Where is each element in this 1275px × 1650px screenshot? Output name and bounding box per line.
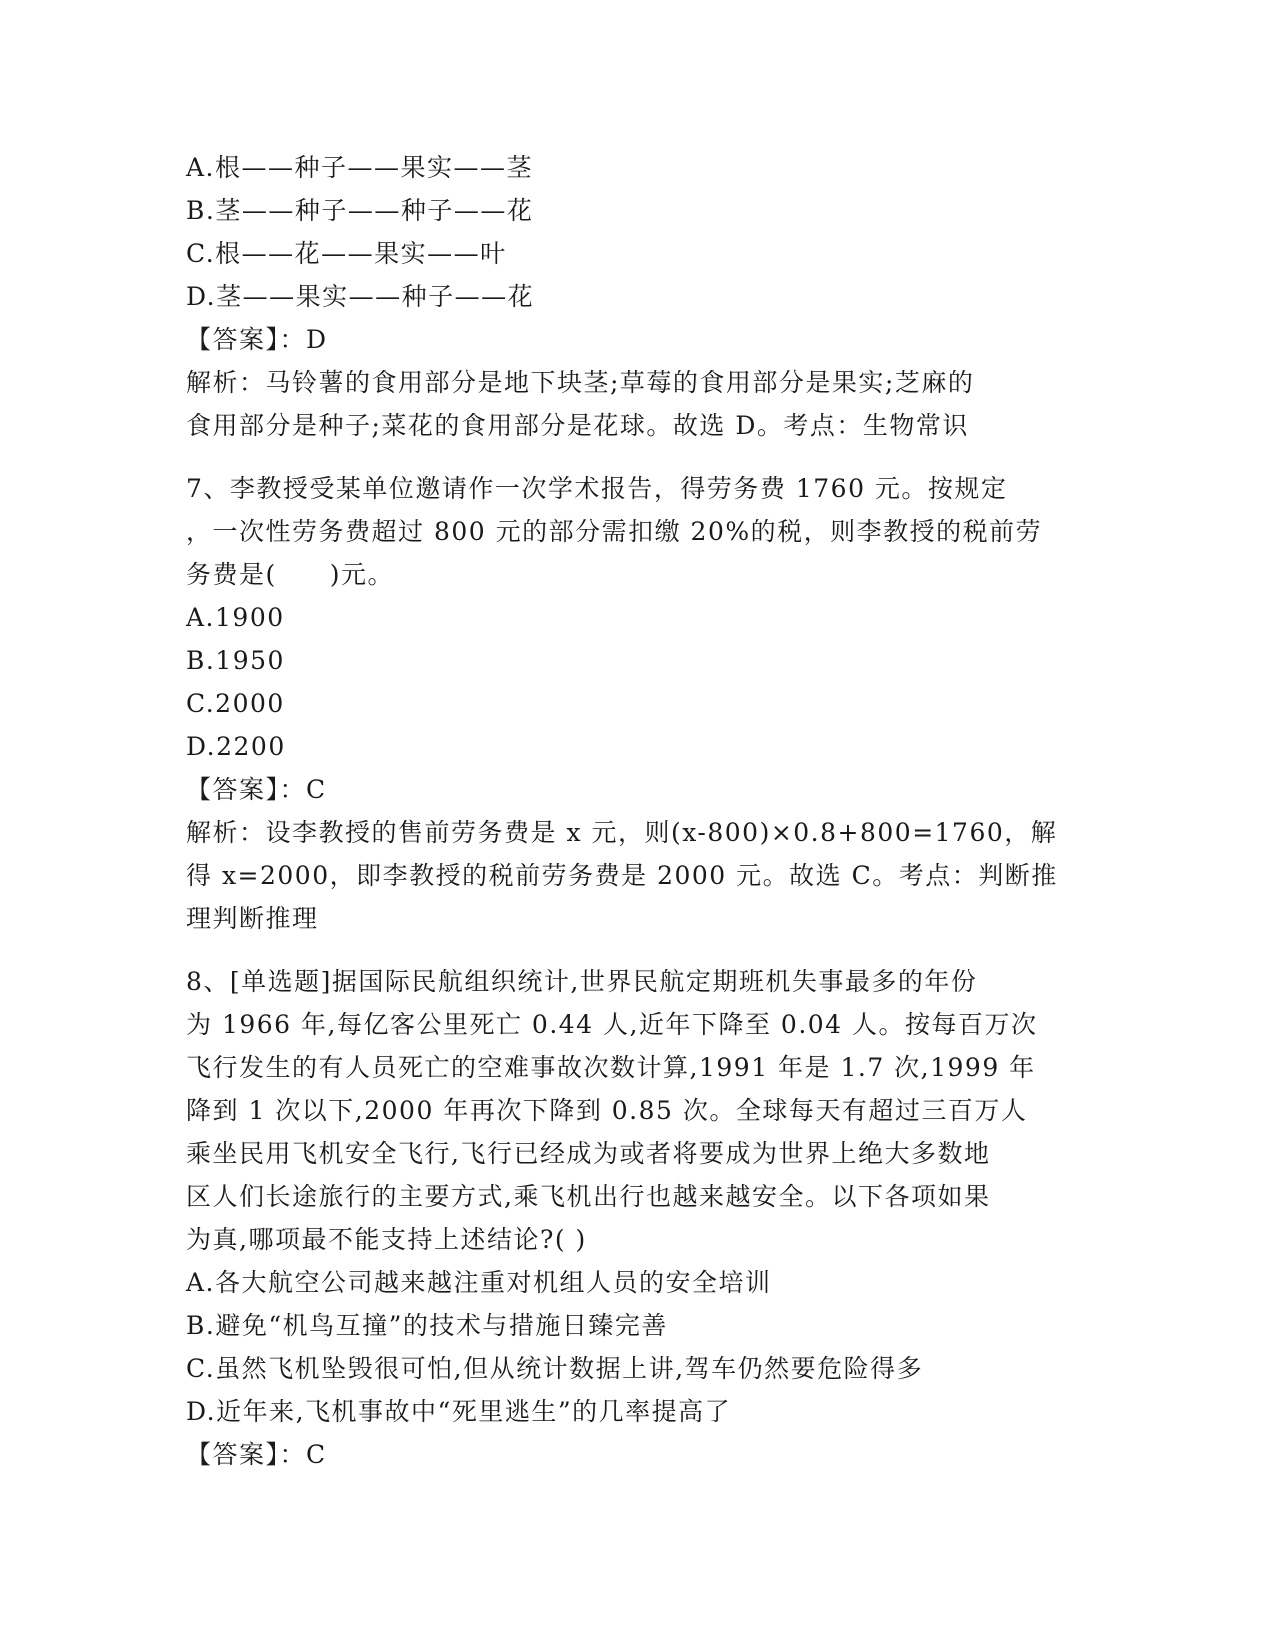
option-d: D.茎——果实——种子——花 [186, 282, 535, 311]
analysis-line: 食用部分是种子;菜花的食用部分是花球。故选 D。考点：生物常识 [186, 411, 969, 440]
analysis-line: 理判断推理 [186, 904, 319, 933]
option-c: C.虽然飞机坠毁很可怕,但从统计数据上讲,驾车仍然要危险得多 [186, 1354, 924, 1383]
option-c: C.2000 [186, 689, 285, 718]
option-c: C.根——花——果实——叶 [186, 239, 507, 268]
option-d: D.2200 [186, 732, 286, 761]
question-8-block [186, 960, 1086, 1476]
question-text-line: 为 1966 年,每亿客公里死亡 0.44 人,近年下降至 0.04 人。按每百万次 [186, 1010, 1038, 1039]
option-b: B.1950 [186, 646, 285, 675]
option-a: A.根——种子——果实——茎 [186, 153, 534, 182]
option-a: A.各大航空公司越来越注重对机组人员的安全培训 [186, 1268, 772, 1297]
analysis-line: 得 x=2000，即李教授的税前劳务费是 2000 元。故选 C。考点：判断推 [186, 861, 1058, 890]
question-text-line: 飞行发生的有人员死亡的空难事故次数计算,1991 年是 1.7 次,1999 年 [186, 1053, 1036, 1082]
option-a: A.1900 [186, 603, 285, 632]
option-b: B.避免“机鸟互撞”的技术与措施日臻完善 [186, 1311, 668, 1340]
answer-line: 【答案】：C [186, 775, 327, 804]
option-b: B.茎——种子——种子——花 [186, 196, 534, 225]
analysis-line: 解析：马铃薯的食用部分是地下块茎;草莓的食用部分是果实;芝麻的 [186, 368, 975, 397]
answer-line: 【答案】：C [186, 1440, 327, 1469]
question-text-line: 为真,哪项最不能支持上述结论?( ) [186, 1225, 587, 1254]
question-text-line: 8、[单选题]据国际民航组织统计,世界民航定期班机失事最多的年份 [186, 967, 978, 996]
question-text-line: 务费是( )元。 [186, 560, 395, 589]
question-6-block [186, 146, 1086, 447]
question-text-line: 降到 1 次以下,2000 年再次下降到 0.85 次。全球每天有超过三百万人 [186, 1096, 1028, 1125]
analysis-line: 解析：设李教授的售前劳务费是 x 元，则(x-800)×0.8+800=1760，解 [186, 818, 1058, 847]
question-text-line: ，一次性劳务费超过 800 元的部分需扣缴 20%的税，则李教授的税前劳 [186, 517, 1043, 546]
document-page [186, 146, 1086, 1476]
option-d: D.近年来,飞机事故中“死里逃生”的几率提高了 [186, 1397, 732, 1426]
question-7-block [186, 467, 1086, 940]
question-text-line: 7、李教授受某单位邀请作一次学术报告，得劳务费 1760 元。按规定 [186, 474, 1008, 503]
question-text-line: 区人们长途旅行的主要方式,乘飞机出行也越来越安全。以下各项如果 [186, 1182, 991, 1211]
answer-line: 【答案】：D [186, 325, 328, 354]
question-text-line: 乘坐民用飞机安全飞行,飞行已经成为或者将要成为世界上绝大多数地 [186, 1139, 991, 1168]
